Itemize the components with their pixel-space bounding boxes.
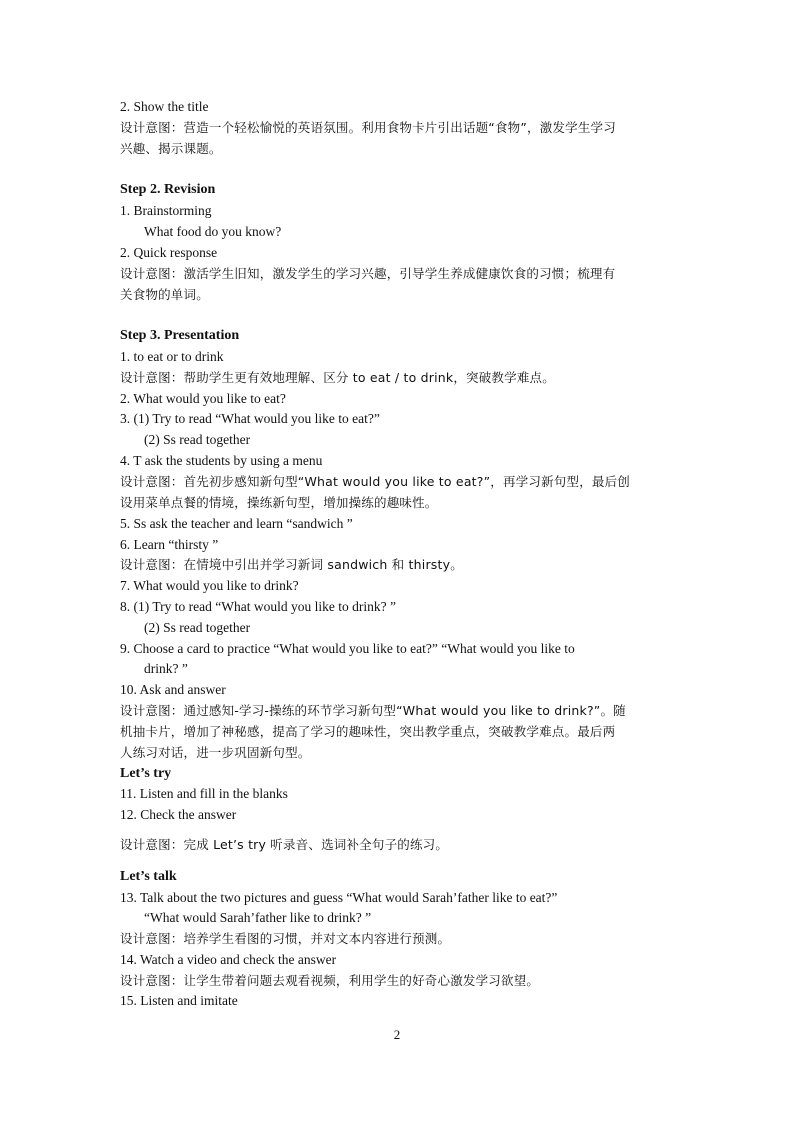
list-item: 10. Ask and answer (120, 682, 226, 697)
list-item: What food do you know? (144, 224, 282, 239)
section-heading: Let’s try (120, 766, 172, 781)
design-intent-text: 关食物的单词。 (120, 287, 209, 302)
list-item: 15. Listen and imitate (120, 993, 238, 1008)
design-intent-text: 设计意图：在情境中引出并学习新词 sandwich 和 thirsty。 (120, 557, 463, 572)
design-intent-text: 设计意图：让学生带着问题去观看视频，利用学生的好奇心激发学习欲望。 (120, 973, 540, 988)
list-item: drink? ” (144, 661, 188, 676)
list-item: 9. Choose a card to practice “What would you like to eat?” “What would you like to (120, 641, 575, 656)
list-item: 13. Talk about the two pictures and guess “What would Sarah’father like to eat?” (120, 890, 558, 905)
list-item: 6. Learn “thirsty ” (120, 537, 219, 552)
design-intent-text: 设计意图：首先初步感知新句型“What would you like to eat?”，再学习新句型，最后创 (120, 474, 630, 489)
design-intent-text: 人练习对话，进一步巩固新句型。 (120, 745, 311, 760)
list-item: 7. What would you like to drink? (120, 578, 299, 593)
list-item: 4. T ask the students by using a menu (120, 453, 323, 468)
design-intent-text: 设用菜单点餐的情境，操练新句型，增加操练的趣味性。 (120, 495, 438, 510)
list-item: 2. Show the title (120, 99, 209, 114)
section-heading: Let’s talk (120, 869, 177, 884)
section-heading: Step 2. Revision (120, 182, 216, 197)
list-item: 12. Check the answer (120, 807, 237, 822)
list-item: 5. Ss ask the teacher and learn “sandwich ” (120, 516, 353, 531)
design-intent-text: 设计意图：通过感知-学习-操练的环节学习新句型“What would you like to drink?”。随 (120, 703, 626, 718)
list-item: 1. Brainstorming (120, 203, 212, 218)
list-item: (2) Ss read together (144, 620, 251, 635)
page-number: 2 (393, 1027, 401, 1042)
design-intent-text: 机抽卡片，增加了神秘感，提高了学习的趣味性，突出教学重点，突破教学难点。最后两 (120, 724, 616, 739)
list-item: (2) Ss read together (144, 432, 251, 447)
list-item: 2. Quick response (120, 245, 218, 260)
design-intent-text: 设计意图：营造一个轻松愉悦的英语氛围。利用食物卡片引出话题“食物”，激发学生学习 (120, 120, 616, 135)
section-heading: Step 3. Presentation (120, 328, 240, 343)
list-item: 1. to eat or to drink (120, 349, 224, 364)
design-intent-text: 兴趣、揭示课题。 (120, 141, 222, 156)
list-item: 14. Watch a video and check the answer (120, 952, 337, 967)
list-item: 8. (1) Try to read “What would you like to drink? ” (120, 599, 396, 614)
design-intent-text: 设计意图：帮助学生更有效地理解、区分 to eat / to drink，突破教学难点。 (120, 370, 555, 385)
design-intent-text: 设计意图：完成 Let’s try 听录音、选词补全句子的练习。 (120, 837, 449, 852)
list-item: 11. Listen and fill in the blanks (120, 786, 288, 801)
list-item: 3. (1) Try to read “What would you like to eat?” (120, 411, 380, 426)
list-item: “What would Sarah’father like to drink? ” (144, 910, 372, 925)
design-intent-text: 设计意图：激活学生旧知，激发学生的学习兴趣，引导学生养成健康饮食的习惯；梳理有 (120, 266, 616, 281)
design-intent-text: 设计意图：培养学生看图的习惯，并对文本内容进行预测。 (120, 931, 451, 946)
list-item: 2. What would you like to eat? (120, 391, 286, 406)
